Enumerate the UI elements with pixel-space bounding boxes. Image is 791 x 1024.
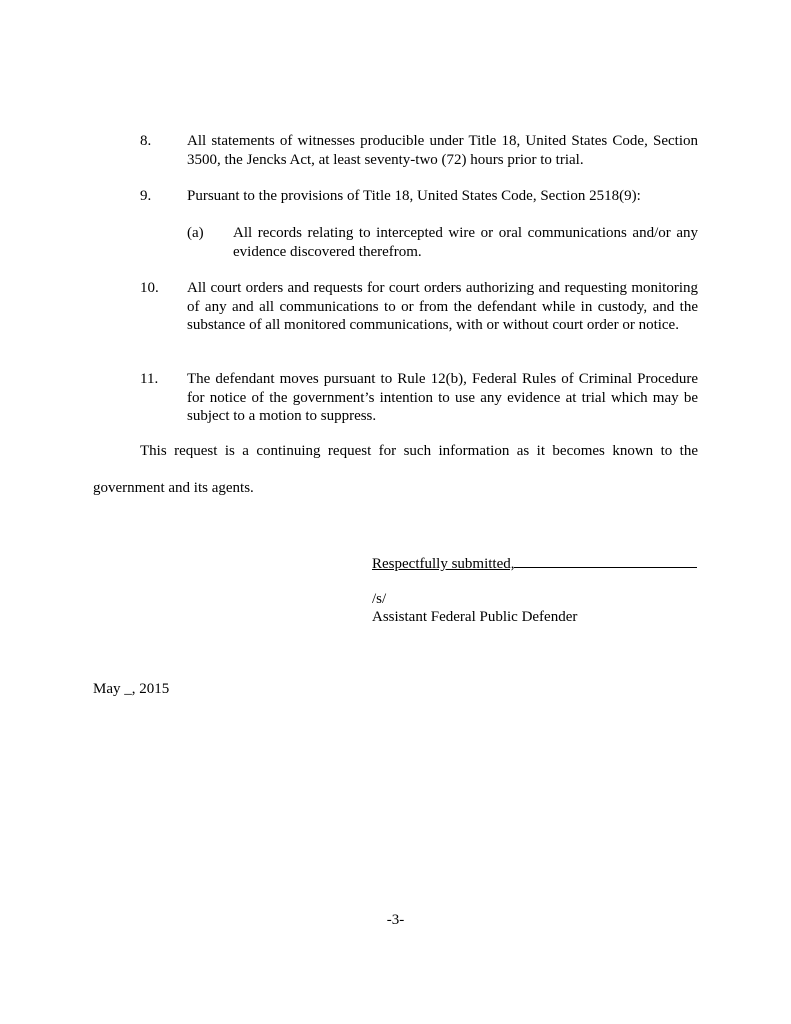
closing-line-2: government and its agents. [93,480,254,496]
item-text: Pursuant to the provisions of Title 18, United States Code, Section 2518(9): [187,188,641,204]
sub-item-text: All records relating to intercepted wire or oral communications and/or any evidence discovered therefrom. [233,225,698,260]
sub-item-label: (a) [187,225,204,241]
item-number: 8. [140,133,152,149]
closing-line-1: This request is a continuing request for such information as it becomes known to the [140,443,698,459]
closing-paragraph [93,433,698,507]
signature-title: Assistant Federal Public Defender [372,609,578,625]
item-number: 10. [140,280,159,296]
signature-block [372,553,697,574]
item-text: The defendant moves pursuant to Rule 12(b), Federal Rules of Criminal Procedure for notice of the government’s intention to use any evidence at trial which may be subject to a motion to suppress. [187,371,698,424]
list-item-8 [140,132,698,169]
page-number: -3- [386,912,405,928]
respectfully-submitted: Respectfully submitted, [372,556,515,572]
signature-slash-s: /s/ [372,591,387,607]
sub-item-a [187,224,698,261]
list-item-11 [140,370,698,426]
document-date: May _, 2015 [93,681,170,697]
list-item-10 [140,279,698,335]
item-text: All court orders and requests for court orders authorizing and requesting monitoring of any and all communications to or from the defendant while in custody, and the substance of all monitored communications, with or without court order or notice. [187,280,698,333]
item-number: 11. [140,371,159,387]
item-text: All statements of witnesses producible under Title 18, United States Code, Section 3500, the Jencks Act, at least seventy-two (72) hours prior to trial. [187,133,698,168]
list-item-9 [140,187,698,206]
item-number: 9. [140,188,152,204]
signature-rule [514,553,697,568]
